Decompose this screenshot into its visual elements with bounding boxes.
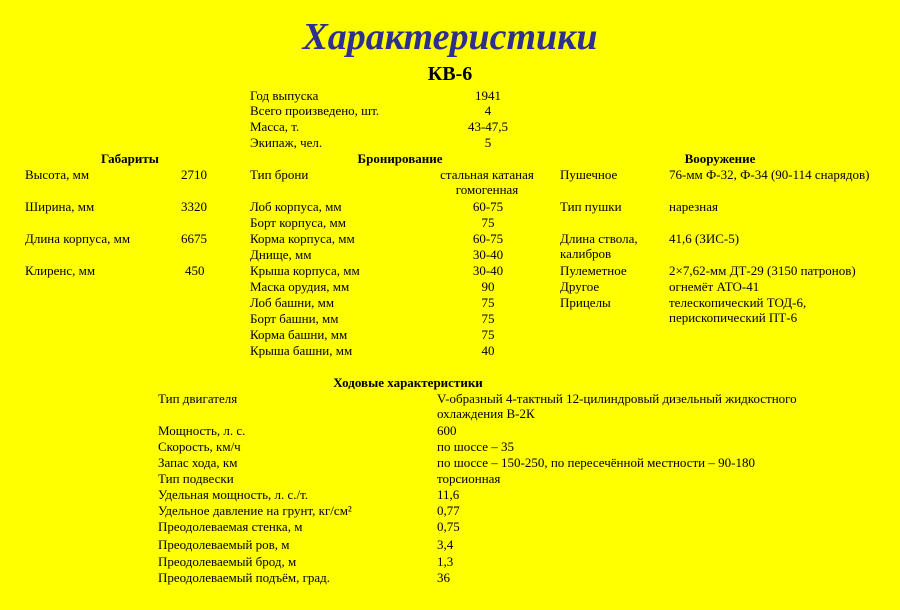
mobility-value: по шоссе – 35 — [437, 439, 515, 454]
mobility-label: Преодолеваемая стенка, м — [158, 519, 303, 534]
mobility-label: Тип подвески — [158, 471, 234, 486]
armor-value: 75 — [481, 295, 495, 310]
mobility-label: Тип двигателя — [158, 391, 238, 406]
dimensions-value: 3320 — [181, 199, 207, 214]
mobility-value: по шоссе – 150-250, по пересечённой местности – 90-180 — [437, 455, 755, 470]
mobility-value: 0,77 — [437, 503, 460, 518]
dimensions-label: Высота, мм — [25, 167, 90, 182]
dimensions-value: 6675 — [181, 231, 207, 246]
armor-label: Лоб корпуса, мм — [250, 199, 342, 214]
armor-label: Корма корпуса, мм — [250, 231, 355, 246]
armament-value: 41,6 (ЗИС-5) — [669, 231, 740, 246]
armor-value: 30-40 — [472, 247, 504, 262]
dimensions-label: Длина корпуса, мм — [25, 231, 131, 246]
mobility-label: Удельное давление на грунт, кг/см² — [158, 503, 352, 518]
armor-label: Борт башни, мм — [250, 311, 339, 326]
general-label: Экипаж, чел. — [250, 135, 323, 150]
armament-value: нарезная — [669, 199, 718, 214]
armament-label: Пушечное — [560, 167, 618, 182]
mobility-value: торсионная — [437, 471, 501, 486]
general-value: 4 — [484, 103, 492, 118]
armor-header: Бронирование — [357, 151, 443, 166]
armor-value: 75 — [481, 215, 495, 230]
mobility-value: 0,75 — [437, 519, 460, 534]
mobility-label: Преодолеваемый подъём, град. — [158, 570, 331, 585]
general-label: Масса, т. — [250, 119, 300, 134]
armament-value: 2×7,62-мм ДТ-29 (3150 патронов) — [669, 263, 856, 278]
armor-value: 60-75 — [472, 199, 504, 214]
armament-label: Тип пушки — [560, 199, 622, 214]
armament-header: Вооружение — [684, 151, 756, 166]
armor-value: 90 — [481, 279, 495, 294]
general-value: 5 — [484, 135, 492, 150]
armor-value: 60-75 — [472, 231, 504, 246]
armament-value: телескопический ТОД-6, перископический ПТ-6 — [669, 295, 807, 325]
mobility-value: 3,4 — [437, 537, 454, 552]
mobility-value: V-образный 4-тактный 12-цилиндровый дизельный жидкостного охлаждения В-2К — [437, 391, 797, 421]
armor-label: Тип брони — [250, 167, 309, 182]
armor-label: Маска орудия, мм — [250, 279, 350, 294]
mobility-label: Удельная мощность, л. с./т. — [158, 487, 309, 502]
mobility-value: 11,6 — [437, 487, 460, 502]
mobility-header: Ходовые характеристики — [333, 375, 483, 390]
armament-label: Длина ствола, калибров — [560, 231, 638, 261]
armament-label: Другое — [560, 279, 600, 294]
armor-label: Корма башни, мм — [250, 327, 348, 342]
tank-model: КВ-6 — [427, 63, 473, 85]
armor-label: Борт корпуса, мм — [250, 215, 346, 230]
armor-value: стальная катаная гомогенная — [440, 167, 534, 197]
armor-label: Лоб башни, мм — [250, 295, 335, 310]
mobility-value: 1,3 — [437, 554, 454, 569]
dimensions-value: 2710 — [181, 167, 207, 182]
general-value: 1941 — [475, 88, 501, 103]
mobility-label: Запас хода, км — [158, 455, 238, 470]
page-title: Характеристики — [302, 16, 598, 58]
armor-label: Крыша башни, мм — [250, 343, 353, 358]
armament-label: Прицелы — [560, 295, 611, 310]
armor-value: 30-40 — [472, 263, 504, 278]
mobility-value: 600 — [437, 423, 457, 438]
dimensions-label: Ширина, мм — [25, 199, 95, 214]
mobility-label: Мощность, л. с. — [158, 423, 246, 438]
dimensions-value: 450 — [185, 263, 205, 278]
armament-value: 76-мм Ф-32, Ф-34 (90-114 снарядов) — [669, 167, 870, 182]
armor-value: 75 — [481, 327, 495, 342]
dimensions-label: Клиренс, мм — [25, 263, 96, 278]
armor-value: 75 — [481, 311, 495, 326]
mobility-label: Преодолеваемый ров, м — [158, 537, 290, 552]
dimensions-header: Габариты — [101, 151, 159, 166]
general-value: 43-47,5 — [467, 119, 509, 134]
mobility-value: 36 — [437, 570, 450, 585]
general-label: Всего произведено, шт. — [250, 103, 380, 118]
armor-value: 40 — [481, 343, 495, 358]
armament-label: Пулеметное — [560, 263, 627, 278]
mobility-label: Скорость, км/ч — [158, 439, 241, 454]
armor-label: Днище, мм — [250, 247, 312, 262]
mobility-label: Преодолеваемый брод, м — [158, 554, 297, 569]
general-label: Год выпуска — [250, 88, 319, 103]
armor-label: Крыша корпуса, мм — [250, 263, 360, 278]
armament-value: огнемёт АТО-41 — [669, 279, 760, 294]
